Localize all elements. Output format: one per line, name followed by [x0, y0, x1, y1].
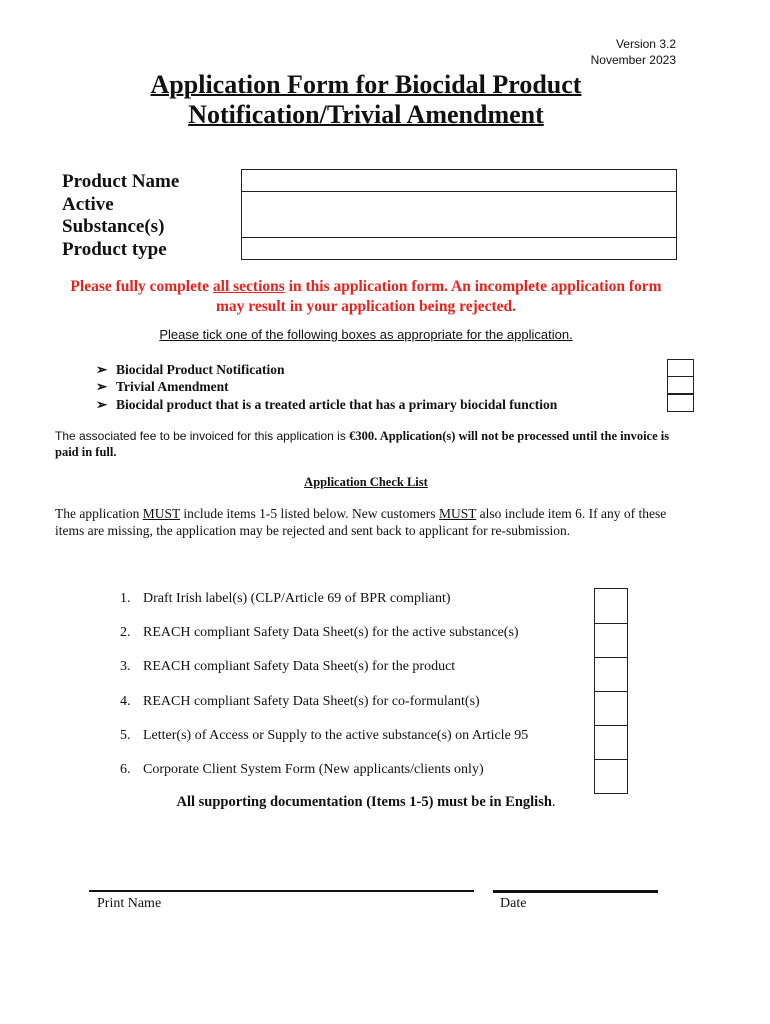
item-number: 1.	[120, 591, 131, 606]
option-label: Trivial Amendment	[116, 379, 229, 394]
english-requirement	[60, 794, 672, 811]
checklist-checkbox-4[interactable]	[594, 691, 628, 726]
option-biocidal-notification	[96, 361, 285, 378]
checklist-item	[120, 693, 480, 711]
checklist-checkbox-2[interactable]	[594, 623, 628, 658]
warning-part-1: Please fully complete	[70, 278, 213, 295]
item-text: REACH compliant Safety Data Sheet(s) for the product	[143, 659, 456, 674]
warning-emphasis: all sections	[212, 278, 285, 295]
item-number: 3.	[120, 659, 131, 674]
date-line[interactable]	[493, 890, 658, 893]
checkbox-trivial-amendment[interactable]	[667, 376, 694, 394]
intro-part-b: include items 1-5 listed below. New customers	[179, 506, 439, 521]
product-type-field[interactable]	[241, 237, 677, 260]
incomplete-warning	[60, 277, 672, 317]
product-name-label: Product Name	[62, 171, 180, 192]
print-name-line[interactable]	[89, 890, 474, 892]
arrow-bullet-icon: ➢	[96, 362, 108, 377]
product-name-field[interactable]	[241, 169, 677, 192]
checklist-checkbox-6[interactable]	[594, 759, 628, 794]
checklist-checkbox-1[interactable]	[594, 588, 628, 624]
checklist-checkbox-5[interactable]	[594, 725, 628, 760]
item-text: Letter(s) of Access or Supply to the active substance(s) on Article 95	[143, 728, 529, 743]
checkbox-treated-article[interactable]	[667, 394, 694, 412]
active-substances-field[interactable]	[241, 191, 677, 238]
print-name-label: Print Name	[97, 896, 162, 911]
english-note-text: All supporting documentation (Items 1-5) must be in English	[176, 794, 552, 810]
checklist-item	[120, 761, 484, 779]
title-line-1: Application Form for Biocidal Product	[150, 70, 582, 99]
version-info	[591, 36, 676, 68]
option-treated-article	[96, 396, 557, 413]
english-note-dot: .	[551, 794, 556, 810]
must-emphasis: MUST	[142, 506, 180, 521]
title-line-2: Notification/Trivial Amendment	[188, 100, 544, 129]
version-date: November 2023	[590, 53, 676, 67]
fee-notice	[55, 428, 675, 460]
arrow-bullet-icon: ➢	[96, 397, 108, 412]
active-substances-label-line1: Active	[62, 194, 114, 215]
option-label: Biocidal Product Notification	[116, 362, 285, 377]
checklist-item	[120, 658, 455, 676]
item-text: REACH compliant Safety Data Sheet(s) for co-formulant(s)	[143, 694, 480, 709]
fee-amount-note: €300. Application(s) will not be processed until the invoice is paid in full.	[55, 429, 670, 459]
item-number: 6.	[120, 762, 131, 777]
checklist-item	[120, 590, 451, 608]
item-number: 5.	[120, 728, 131, 743]
tick-instruction: Please tick one of the following boxes as appropriate for the application.	[159, 327, 573, 342]
checklist-intro	[55, 505, 675, 539]
must-emphasis: MUST	[438, 506, 477, 521]
intro-part-a: The application	[55, 506, 143, 521]
item-text: Corporate Client System Form (New applicants/clients only)	[143, 762, 484, 777]
item-number: 2.	[120, 625, 131, 640]
checklist-checkbox-3[interactable]	[594, 657, 628, 692]
checklist-item	[120, 624, 519, 642]
date-label: Date	[500, 896, 527, 911]
checkbox-biocidal-notification[interactable]	[667, 359, 694, 377]
option-trivial-amendment	[96, 378, 229, 395]
active-substances-label-line2: Substance(s)	[62, 216, 165, 237]
page-title	[0, 70, 732, 130]
checklist-item	[120, 727, 528, 745]
checklist-title: Application Check List	[304, 475, 428, 489]
intro-part-c: also include item 6. If any of these items are missing, the application may be rejected and sent back to applicant for re-submission.	[55, 506, 667, 538]
product-type-label: Product type	[62, 239, 167, 260]
item-text: REACH compliant Safety Data Sheet(s) for the active substance(s)	[143, 625, 519, 640]
item-number: 4.	[120, 694, 131, 709]
warning-part-2: in this application form. An incomplete application form may result in your application being rejected.	[215, 278, 662, 315]
fee-text: The associated fee to be invoiced for this application is	[55, 429, 350, 443]
version-number: Version 3.2	[615, 37, 676, 51]
option-label: Biocidal product that is a treated article that has a primary biocidal function	[116, 397, 558, 412]
arrow-bullet-icon: ➢	[96, 379, 108, 394]
item-text: Draft Irish label(s) (CLP/Article 69 of BPR compliant)	[143, 591, 451, 606]
